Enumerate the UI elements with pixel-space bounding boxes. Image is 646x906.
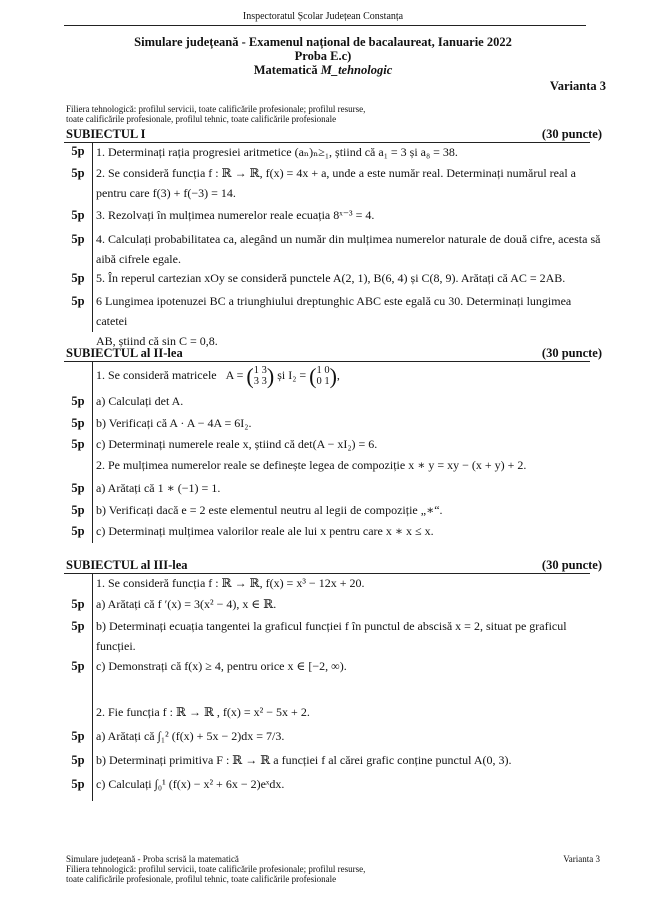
points-3-1a: 5p: [71, 597, 85, 611]
footer-variant: Varianta 3: [563, 854, 600, 864]
footer-text: [66, 854, 506, 884]
section-1-title: SUBIECTUL I: [66, 127, 146, 141]
filiera-line-2: toate calificările profesionale, profilul tehnic, toate calificările profesionale: [66, 114, 337, 124]
item-3-2b: b) Determinați primitiva F : ℝ → ℝ a funcției f al cărei grafic conține punctul A(0, 3).: [96, 753, 512, 767]
item-3-1a: a) Arătați că f ′(x) = 3(x² − 4), x ∈ ℝ.: [96, 597, 277, 611]
item-2-2c: c) Determinați mulțimea valorilor reale ale lui x pentru care x ∗ x ≤ x.: [96, 524, 434, 538]
section-2-title: SUBIECTUL al II-lea: [66, 346, 183, 360]
section-2-points: (30 puncte): [541, 346, 602, 360]
item-2-2a: a) Arătați că 1 ∗ (−1) = 1.: [96, 481, 221, 495]
proba: Proba E.c): [294, 49, 352, 63]
points-2-1c: 5p: [71, 437, 85, 451]
points-2-1b: 5p: [71, 416, 85, 430]
item-1-4: 4. Calculați probabilitatea ca, alegând un număr din mulțimea numerelor naturale de două cifre, acesta să aibă cifrele egale.: [96, 232, 601, 266]
section-2-rule: [64, 361, 590, 362]
item-2-1a: a) Calculați det A.: [96, 394, 184, 408]
points-2-2a: 5p: [71, 481, 85, 495]
points-3-1b: 5p: [71, 619, 85, 633]
item-3-1-intro: 1. Se consideră funcția f : ℝ → ℝ, f(x) = x³ − 12x + 20.: [96, 576, 365, 590]
exam-title: Simulare județeană - Examenul național de bacalaureat, Ianuarie 2022: [134, 35, 512, 49]
subject-name: Matematică: [253, 63, 318, 77]
item-2-2-intro: 2. Pe mulțimea numerelor reale se definește legea de compoziție x ∗ y = xy − (x + y) + 2.: [96, 458, 527, 472]
points-2: 5p: [71, 166, 85, 180]
points-3-2b: 5p: [71, 753, 85, 767]
item-1-3: 3. Rezolvați în mulțimea numerelor reale ecuația 8ˣ⁻³ = 4.: [96, 208, 375, 222]
item-3-2c: c) Calculați ∫₀¹ (f(x) − x² + 6x − 2)eˣdx.: [96, 777, 285, 791]
footer-line-1: Simulare județeană - Proba scrisă la matematică: [66, 854, 239, 864]
section-1-divider: [92, 142, 93, 332]
footer-line-3: toate calificările profesionale, profilul tehnic, toate calificările profesionale: [66, 874, 337, 884]
points-2-1a: 5p: [71, 394, 85, 408]
item-2-1-intro: 1. Se consideră matricele A = ( 1 3 3 3 ) și I₂ = ( 1 0 0 1 ),: [96, 363, 340, 389]
item-3-1c: c) Demonstrați că f(x) ≥ 4, pentru orice x ∈ [−2, ∞).: [96, 659, 347, 673]
section-3-divider: [92, 573, 93, 801]
points-3-2a: 5p: [71, 729, 85, 743]
item-3-2-intro: 2. Fie funcția f : ℝ → ℝ , f(x) = x² − 5x + 2.: [96, 705, 310, 719]
item-3-2a: a) Arătați că ∫₁² (f(x) + 5x − 2)dx = 7/3.: [96, 729, 285, 743]
item-2-2b: b) Verificați dacă e = 2 este elementul neutru al legii de compoziție „∗“.: [96, 503, 443, 517]
item-1-2: 2. Se consideră funcția f : ℝ → ℝ, f(x) = 4x + a, unde a este număr real. Determinați numărul real a pentru care f(3) + f(−3) = 14.: [96, 166, 576, 200]
points-3: 5p: [71, 208, 85, 222]
item-1-1: 1. Determinați rația progresiei aritmetice (aₙ)ₙ≥₁, știind că a₁ = 3 și a₈ = 38.: [96, 145, 458, 159]
org-header: Inspectoratul Școlar Județean Constanța: [242, 11, 404, 22]
points-4: 5p: [71, 232, 85, 246]
matrix-A: 1 3 3 3: [253, 365, 267, 388]
points-5: 5p: [71, 271, 85, 285]
footer-line-2: Filiera tehnologică: profilul servicii, toate calificările profesionale; profilul resurse,: [66, 864, 366, 874]
section-2-divider: [92, 361, 93, 543]
points-2-2c: 5p: [71, 524, 85, 538]
section-3-points: (30 puncte): [541, 558, 602, 572]
item-3-1b: b) Determinați ecuația tangentei la graficul funcției f în punctul de abscisă x = 2, situat pe graficul funcției.: [96, 619, 567, 653]
matrix-I2: 1 0 0 1: [316, 365, 330, 388]
item-2-1b: b) Verificați că A · A − 4A = 6I₂.: [96, 416, 252, 430]
subject-profile: M_tehnologic: [320, 63, 393, 77]
points-2-2b: 5p: [71, 503, 85, 517]
item-2-1c: c) Determinați numerele reale x, știind că det(A − xI₂) = 6.: [96, 437, 378, 451]
filiera-text: [66, 104, 586, 124]
item-1-5: 5. În reperul cartezian xOy se consideră punctele A(2, 1), B(6, 4) și C(8, 9). Arătați că AC = 2AB.: [96, 271, 566, 285]
section-3-title: SUBIECTUL al III-lea: [66, 558, 188, 572]
item-1-6: 6 Lungimea ipotenuzei BC a triunghiului dreptunghic ABC este egală cu 30. Determinați lungimea catetei AB, știind că sin C = 0,8.: [96, 294, 572, 348]
points-1: 5p: [71, 144, 85, 158]
points-3-2c: 5p: [71, 777, 85, 791]
variant-label: Varianta 3: [549, 79, 606, 93]
subject-line: [0, 63, 646, 78]
section-1-points: (30 puncte): [541, 127, 602, 141]
points-6: 5p: [71, 294, 85, 308]
points-3-1c: 5p: [71, 659, 85, 673]
header-rule: [64, 25, 586, 26]
filiera-line-1: Filiera tehnologică: profilul servicii, toate calificările profesionale; profilul resurse,: [66, 104, 366, 114]
